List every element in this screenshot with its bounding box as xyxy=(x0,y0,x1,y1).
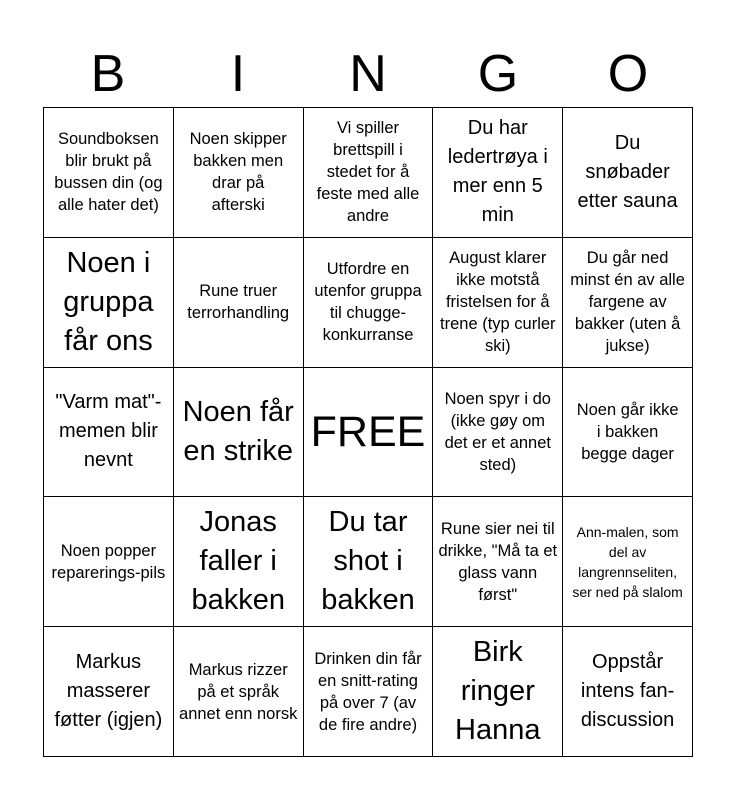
cell-text: August klarer ikke motstå fristelsen for å trene (typ curler ski) xyxy=(440,249,556,356)
cell-text: Du tar shot i bakken xyxy=(321,506,415,617)
bingo-cell[interactable] xyxy=(304,108,434,238)
cell-text: Noen i gruppa får ons xyxy=(63,246,154,357)
header-letter-o: O xyxy=(607,45,649,103)
bingo-cell[interactable] xyxy=(563,627,693,757)
bingo-cell[interactable] xyxy=(44,497,174,627)
bingo-cell[interactable] xyxy=(433,497,563,627)
header-letter-n: N xyxy=(349,45,387,103)
cell-text: Utfordre en utenfor gruppa til chugge-konkurranse xyxy=(314,260,422,345)
cell-text: "Varm mat"-memen blir nevnt xyxy=(55,391,162,472)
bingo-cell[interactable] xyxy=(433,108,563,238)
bingo-header xyxy=(43,40,693,108)
bingo-cell-free[interactable] xyxy=(304,368,434,498)
bingo-cell[interactable] xyxy=(563,497,693,627)
cell-text: Du snøbader etter sauna xyxy=(577,131,678,212)
cell-text: Rune sier nei til drikke, "Må ta et glass vann først" xyxy=(438,519,558,604)
bingo-cell[interactable] xyxy=(433,627,563,757)
cell-text: Vi spiller brettspill i stedet for å feste med alle andre xyxy=(316,119,420,226)
bingo-cell[interactable] xyxy=(563,108,693,238)
cell-text: Birk ringer Hanna xyxy=(455,636,541,747)
header-letter-i: I xyxy=(230,45,246,103)
header-letter-b: B xyxy=(90,45,126,103)
bingo-cell[interactable] xyxy=(563,368,693,498)
cell-text: Oppstår intens fan-discussion xyxy=(580,651,675,732)
cell-text: Markus rizzer på et språk annet enn norsk xyxy=(179,660,298,723)
bingo-cell[interactable] xyxy=(304,627,434,757)
bingo-cell[interactable] xyxy=(174,238,304,368)
bingo-cell[interactable] xyxy=(433,238,563,368)
bingo-cell[interactable] xyxy=(44,627,174,757)
cell-text: FREE xyxy=(310,407,426,456)
bingo-cell[interactable] xyxy=(44,368,174,498)
cell-text: Jonas faller i bakken xyxy=(191,506,285,617)
cell-text: Soundboksen blir brukt på bussen din (og alle hater det) xyxy=(54,130,163,215)
bingo-cell[interactable] xyxy=(174,108,304,238)
cell-text: Rune truer terrorhandling xyxy=(187,282,290,323)
bingo-cell[interactable] xyxy=(304,238,434,368)
cell-text: Noen spyr i do (ikke gøy om det er et annet sted) xyxy=(444,389,551,474)
bingo-cell[interactable] xyxy=(174,627,304,757)
cell-text: Ann-malen, som del av langrennseliten, ser ned på slalom xyxy=(572,523,683,600)
header-letter-g: G xyxy=(477,45,519,103)
bingo-cell[interactable] xyxy=(563,238,693,368)
cell-text: Noen går ikke i bakken begge dager xyxy=(576,400,679,463)
bingo-cell[interactable] xyxy=(44,108,174,238)
bingo-board xyxy=(43,107,693,757)
cell-text: Du har ledertrøya i mer enn 5 min xyxy=(447,117,548,227)
bingo-cell[interactable] xyxy=(433,368,563,498)
bingo-cell[interactable] xyxy=(174,497,304,627)
bingo-cell[interactable] xyxy=(174,368,304,498)
cell-text: Drinken din får en snitt-rating på over 7 (av de fire andre) xyxy=(314,649,422,734)
cell-text: Du går ned minst én av alle fargene av bakker (uten å jukse) xyxy=(570,249,685,356)
bingo-cell[interactable] xyxy=(304,497,434,627)
bingo-cell[interactable] xyxy=(44,238,174,368)
cell-text: Noen skipper bakken men drar på afterski xyxy=(189,130,287,215)
cell-text: Noen popper reparerings-pils xyxy=(51,541,166,582)
cell-text: Markus masserer føtter (igjen) xyxy=(54,651,163,732)
cell-text: Noen får en strike xyxy=(182,395,294,467)
